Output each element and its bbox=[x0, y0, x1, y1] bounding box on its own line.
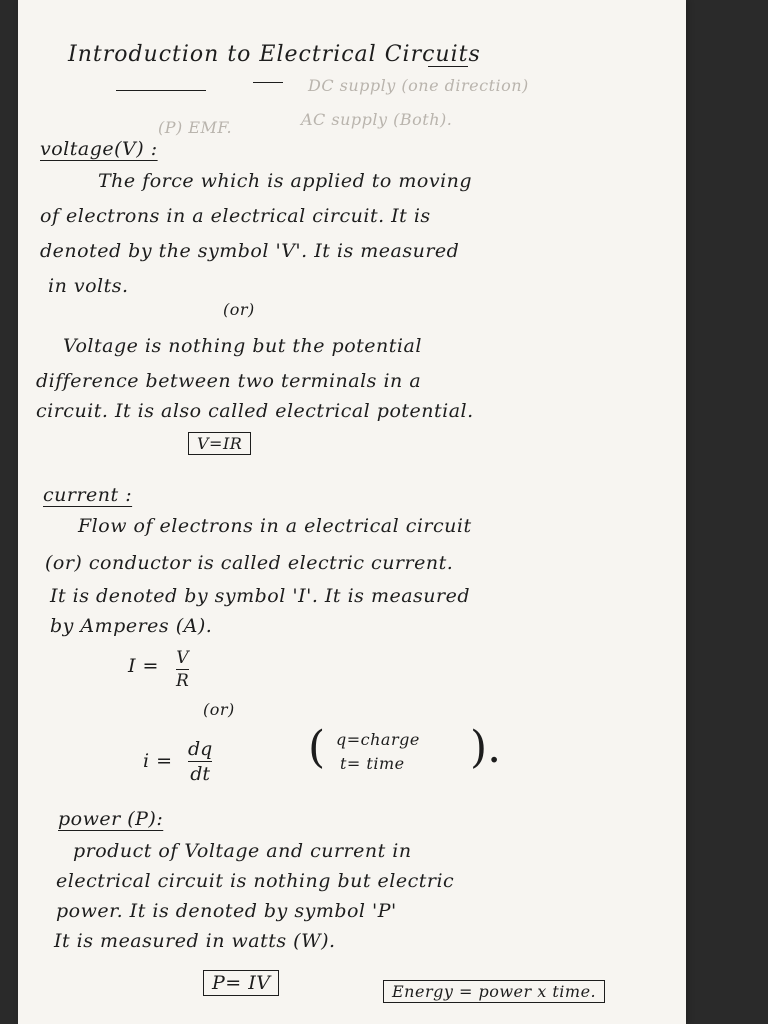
voltage-formula: V=IR bbox=[188, 432, 251, 455]
voltage-line: in volts. bbox=[48, 275, 129, 297]
voltage-line: of electrons in a electrical circuit. It is bbox=[40, 205, 431, 227]
voltage-alt-line: difference between two terminals in a bbox=[36, 370, 422, 392]
legend-time: t= time bbox=[340, 754, 405, 773]
title-underline bbox=[253, 82, 283, 83]
voltage-alt-line: circuit. It is also called electrical potential. bbox=[36, 400, 474, 422]
page-title: Introduction to Electrical Circuits bbox=[68, 42, 481, 67]
voltage-alt-line: Voltage is nothing but the potential bbox=[63, 335, 422, 357]
fraction-denominator: dt bbox=[190, 763, 211, 785]
notebook-page bbox=[18, 0, 686, 1024]
current-line: (or) conductor is called electric current. bbox=[45, 552, 454, 574]
power-line: product of Voltage and current in bbox=[73, 840, 412, 862]
power-formula: P= IV bbox=[203, 970, 279, 996]
voltage-line: The force which is applied to moving bbox=[98, 170, 473, 192]
current-formula-lhs: I = bbox=[128, 655, 159, 677]
power-heading: power (P): bbox=[58, 808, 164, 830]
faint-note-dc: DC supply (one direction) bbox=[308, 76, 529, 95]
current-line: It is denoted by symbol 'I'. It is measured bbox=[50, 585, 471, 607]
title-underline bbox=[428, 66, 468, 67]
voltage-heading: voltage(V) : bbox=[40, 138, 158, 160]
power-line: electrical circuit is nothing but electric bbox=[56, 870, 455, 892]
right-parenthesis: ). bbox=[470, 722, 502, 773]
power-line: It is measured in watts (W). bbox=[54, 930, 336, 952]
fraction-numerator: V bbox=[176, 648, 189, 668]
faint-note-emf: (P) EMF. bbox=[158, 118, 233, 137]
title-underline bbox=[116, 90, 206, 91]
current-formula-fraction bbox=[176, 648, 189, 691]
current-formula2-lhs: i = bbox=[143, 750, 173, 772]
energy-formula: Energy = power x time. bbox=[383, 980, 605, 1003]
power-line: power. It is denoted by symbol 'P' bbox=[56, 900, 397, 922]
current-line: by Amperes (A). bbox=[50, 615, 213, 637]
current-or: (or) bbox=[203, 700, 235, 719]
current-heading: current : bbox=[43, 484, 133, 506]
current-line: Flow of electrons in a electrical circuit bbox=[78, 515, 472, 537]
fraction-denominator: R bbox=[176, 671, 189, 691]
voltage-or: (or) bbox=[223, 300, 255, 319]
left-parenthesis: ( bbox=[308, 722, 326, 773]
faint-note-ac: AC supply (Both). bbox=[301, 110, 453, 129]
legend-charge: q=charge bbox=[336, 730, 420, 749]
current-formula2-fraction bbox=[188, 738, 212, 785]
fraction-numerator: dq bbox=[188, 738, 213, 760]
voltage-line: denoted by the symbol 'V'. It is measured bbox=[40, 240, 460, 262]
